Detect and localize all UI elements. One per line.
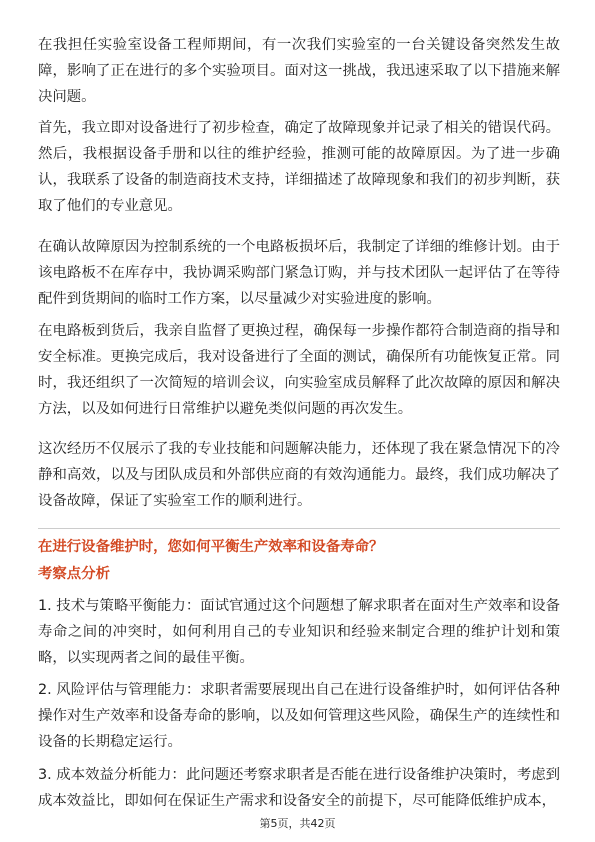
- analysis-item-2: 2. 风险评估与管理能力：求职者需要展现出自己在进行设备维护时，如何评估各种操作对生产效率和设备寿命的影响，以及如何管理这些风险，确保生产的连续性和设备的长期稳定运行。: [38, 682, 560, 750]
- body-paragraph-4: 在电路板到货后，我亲自监督了更换过程，确保每一步操作都符合制造商的指导和安全标准。更换完成后，我对设备进行了全面的测试，确保所有功能恢复正常。同时，我还组织了一次简短的培训会议，向实验室成员解释了此次故障的原因和解决方法，以及如何进行日常维护以避免类似问题的再次发生。: [38, 323, 560, 417]
- body-paragraph-3: 在确认故障原因为控制系统的一个电路板损坏后，我制定了详细的维修计划。由于该电路板不在库存中，我协调采购部门紧急订购，并与技术团队一起评估了在等待配件到货期间的临时工作方案，以尽量减少对实验进度的影响。: [38, 239, 560, 307]
- body-paragraph-5: 这次经历不仅展示了我的专业技能和问题解决能力，还体现了我在紧急情况下的冷静和高效，以及与团队成员和外部供应商的有效沟通能力。最终，我们成功解决了设备故障，保证了实验室工作的顺利进行。: [38, 441, 560, 509]
- analysis-item-1: 1. 技术与策略平衡能力：面试官通过这个问题想了解求职者在面对生产效率和设备寿命之间的冲突时，如何利用自己的专业知识和经验来制定合理的维护计划和策略，以实现两者之间的最佳平衡。: [38, 598, 560, 666]
- question-heading: 在进行设备维护时，您如何平衡生产效率和设备寿命？: [38, 539, 384, 555]
- analysis-item-3: 3. 成本效益分析能力：此问题还考察求职者是否能在进行设备维护决策时，考虑到成本效益比，即如何在保证生产需求和设备安全的前提下，尽可能降低维护成本，: [38, 767, 560, 809]
- body-paragraph-2: 首先，我立即对设备进行了初步检查，确定了故障现象并记录了相关的错误代码。然后，我根据设备手册和以往的维护经验，推测可能的故障原因。为了进一步确认，我联系了设备的制造商技术支持，详细描述了故障现象和我们的初步判断，获取了他们的专业意见。: [38, 120, 560, 214]
- section-divider: [38, 528, 560, 529]
- page-number: 第5页，共42页: [259, 817, 336, 830]
- analysis-heading: 考察点分析: [38, 566, 110, 582]
- body-paragraph-1: 在我担任实验室设备工程师期间，有一次我们实验室的一台关键设备突然发生故障，影响了正在进行的多个实验项目。面对这一挑战，我迅速采取了以下措施来解决问题。: [38, 37, 560, 105]
